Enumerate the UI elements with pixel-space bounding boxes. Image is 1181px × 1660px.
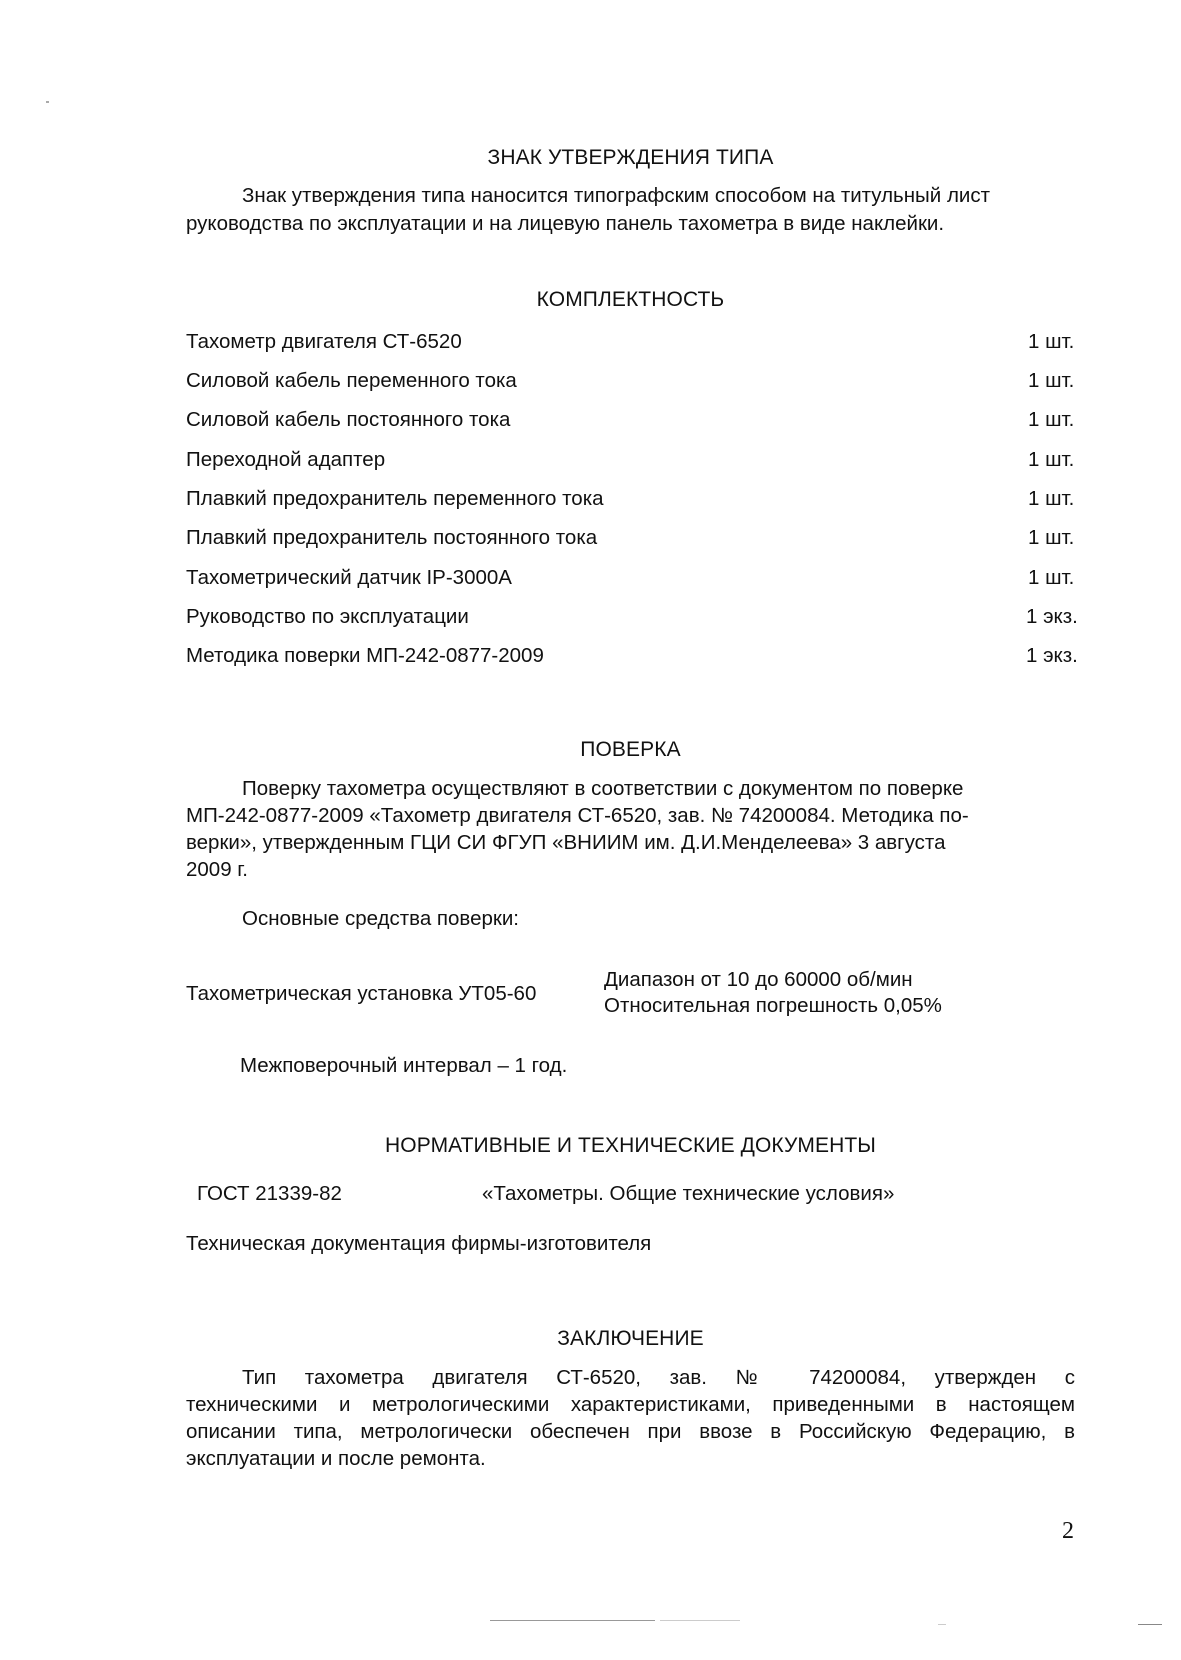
verification-means-spec-error: Относительная погрешность 0,05% <box>604 994 942 1017</box>
scan-artifact <box>490 1620 655 1621</box>
section-title-conclusion: ЗАКЛЮЧЕНИЕ <box>557 1327 704 1350</box>
type-mark-paragraph-line-2: руководства по эксплуатации и на лицевую панель тахометра в виде наклейки. <box>186 212 945 235</box>
list-item <box>186 369 1086 397</box>
scan-artifact <box>938 1624 946 1625</box>
verification-means-spec-range: Диапазон от 10 до 60000 об/мин <box>604 968 913 991</box>
list-item <box>186 448 1086 476</box>
conclusion-paragraph-line-3: описании типа, метрологически обеспечен при ввозе в Российскую Федерацию, в <box>186 1420 1075 1443</box>
item-name: Тахометрический датчик IP-3000A <box>186 566 512 589</box>
list-item <box>186 330 1086 358</box>
verification-paragraph-line-2: МП-242-0877-2009 «Тахометр двигателя СТ-6520, зав. № 74200084. Методика по- <box>186 804 969 827</box>
section-title-type-mark: ЗНАК УТВЕРЖДЕНИЯ ТИПА <box>487 146 774 169</box>
item-name: Силовой кабель постоянного тока <box>186 408 511 431</box>
item-qty: 1 шт. <box>1028 369 1075 392</box>
item-name: Тахометр двигателя СТ-6520 <box>186 330 462 353</box>
scan-artifact <box>660 1620 740 1621</box>
list-item <box>186 408 1086 436</box>
item-qty: 1 шт. <box>1028 448 1075 471</box>
verification-interval: Межповерочный интервал – 1 год. <box>240 1054 568 1077</box>
item-qty: 1 шт. <box>1028 408 1075 431</box>
item-name: Руководство по эксплуатации <box>186 605 469 628</box>
scan-artifact <box>1138 1624 1162 1625</box>
item-name: Силовой кабель переменного тока <box>186 369 517 392</box>
item-name: Плавкий предохранитель постоянного тока <box>186 526 598 549</box>
item-qty: 1 экз. <box>1026 644 1078 667</box>
page-number: 2 <box>1062 1518 1074 1544</box>
list-item <box>186 566 1086 594</box>
manufacturer-docs: Техническая документация фирмы-изготовителя <box>186 1232 652 1255</box>
conclusion-paragraph-line-4: эксплуатации и после ремонта. <box>186 1447 486 1470</box>
gost-code: ГОСТ 21339-82 <box>197 1182 342 1205</box>
item-name: Переходной адаптер <box>186 448 386 471</box>
item-name: Плавкий предохранитель переменного тока <box>186 487 604 510</box>
item-qty: 1 шт. <box>1028 330 1075 353</box>
type-mark-paragraph-line-1: Знак утверждения типа наносится типографским способом на титульный лист <box>242 184 990 207</box>
item-qty: 1 шт. <box>1028 487 1075 510</box>
item-qty: 1 шт. <box>1028 526 1075 549</box>
verification-paragraph-line-1: Поверку тахометра осуществляют в соответствии с документом по поверке <box>242 777 964 800</box>
section-title-verification: ПОВЕРКА <box>580 738 681 761</box>
conclusion-paragraph-line-1: Тип тахометра двигателя СТ-6520, зав. № 74200084, утвержден с <box>242 1366 1075 1389</box>
section-title-completeness: КОМПЛЕКТНОСТЬ <box>536 288 725 311</box>
list-item <box>186 526 1086 554</box>
gost-title: «Тахометры. Общие технические условия» <box>482 1182 895 1205</box>
list-item <box>186 605 1086 633</box>
item-qty: 1 шт. <box>1028 566 1075 589</box>
verification-means-name: Тахометрическая установка УТ05-60 <box>186 982 537 1005</box>
list-item <box>186 487 1086 515</box>
item-name: Методика поверки МП-242-0877-2009 <box>186 644 544 667</box>
conclusion-paragraph-line-2: техническими и метрологическими характеристиками, приведенными в настоящем <box>186 1393 1075 1416</box>
verification-means-label: Основные средства поверки: <box>242 907 520 930</box>
verification-paragraph-line-4: 2009 г. <box>186 858 248 881</box>
verification-paragraph-line-3: верки», утвержденным ГЦИ СИ ФГУП «ВНИИМ им. Д.И.Менделеева» 3 августа <box>186 831 946 854</box>
list-item <box>186 644 1086 672</box>
item-qty: 1 экз. <box>1026 605 1078 628</box>
section-title-normative-docs: НОРМАТИВНЫЕ И ТЕХНИЧЕСКИЕ ДОКУМЕНТЫ <box>385 1134 876 1157</box>
scan-artifact <box>46 101 49 103</box>
